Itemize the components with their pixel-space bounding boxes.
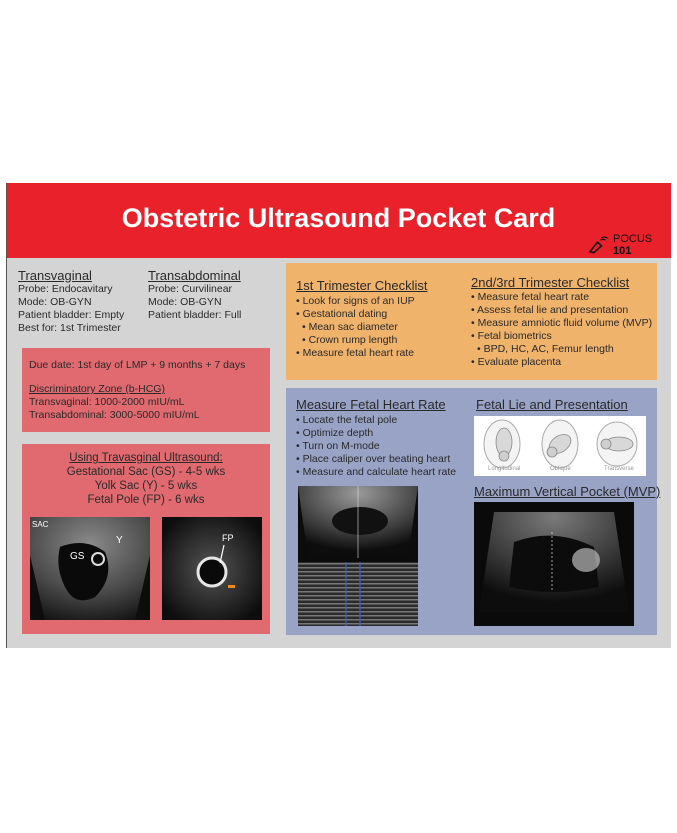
tvus-line-1: Gestational Sac (GS) - 4-5 wks: [66, 466, 226, 478]
lie-caption-transverse: Transverse: [604, 466, 634, 472]
transabdominal-heading: Transabdominal: [148, 268, 241, 283]
first-tri-line-4: • Crown rump length: [302, 334, 398, 346]
probe-icon: [588, 236, 611, 254]
fetal-pole-image: [162, 517, 262, 620]
m-mode-image: [298, 486, 418, 626]
gestational-sac-image: [30, 517, 150, 620]
fetal-heart-box: [286, 388, 661, 635]
pocus-logo: [588, 235, 671, 255]
fp-label: FP: [222, 533, 234, 543]
page-title: Obstetric Ultrasound Pocket Card: [121, 203, 556, 233]
transabdominal-line-3: Patient bladder: Full: [148, 309, 242, 321]
dz-heading: Discriminatory Zone (b-HCG): [29, 383, 165, 395]
sac-label: SAC: [32, 520, 49, 529]
y-label: Y: [116, 535, 123, 546]
mvp-image: [474, 502, 634, 626]
transvaginal-line-1: Probe: Endocavitary: [18, 283, 113, 295]
card-header: [6, 183, 671, 258]
pocket-card: [6, 183, 671, 648]
second-tri-line-1: • Measure fetal heart rate: [471, 291, 590, 303]
checklist-box: [286, 263, 657, 380]
second-trimester-heading: 2nd/3rd Trimester Checklist: [471, 275, 630, 290]
tvus-line-2: Yolk Sac (Y) - 5 wks: [94, 480, 198, 492]
second-tri-line-6: • Evaluate placenta: [471, 356, 562, 368]
fhr-heading: Measure Fetal Heart Rate: [296, 397, 446, 412]
first-trimester-heading: 1st Trimester Checklist: [296, 278, 428, 293]
tvus-box: [22, 444, 270, 634]
fetal-lie-diagram: [474, 416, 646, 476]
tvus-line-3: Fetal Pole (FP) - 6 wks: [87, 494, 205, 506]
lie-caption-oblique: Oblique: [550, 466, 571, 472]
transabdominal-line-1: Probe: Curvilinear: [148, 283, 233, 295]
transvaginal-heading: Transvaginal: [18, 268, 92, 283]
mvp-heading: Maximum Vertical Pocket (MVP): [474, 484, 661, 499]
second-tri-line-4: • Fetal biometrics: [471, 330, 552, 342]
dz-line-2: Transabdominal: 3000-5000 mIU/mL: [29, 409, 200, 421]
fhr-line-3: • Turn on M-mode: [296, 440, 380, 452]
fhr-line-2: • Optimize depth: [296, 427, 374, 439]
transvaginal-line-3: Patient bladder: Empty: [18, 309, 125, 321]
second-tri-line-3: • Measure amniotic fluid volume (MVP): [471, 317, 653, 329]
card-left-edge: [6, 183, 7, 648]
fetal-lie-heading: Fetal Lie and Presentation: [476, 397, 628, 412]
fhr-line-4: • Place caliper over beating heart: [296, 453, 451, 465]
first-tri-line-3: • Mean sac diameter: [302, 321, 398, 333]
fhr-line-1: • Locate the fetal pole: [296, 414, 398, 426]
first-tri-line-2: • Gestational dating: [296, 308, 388, 320]
dz-line-1: Transvaginal: 1000-2000 mIU/mL: [29, 396, 185, 408]
second-tri-line-5: • BPD, HC, AC, Femur length: [477, 343, 614, 355]
second-tri-line-2: • Assess fetal lie and presentation: [471, 304, 629, 316]
tvus-heading: Using Travasginal Ultrasound:: [69, 452, 223, 464]
first-tri-line-1: • Look for signs of an IUP: [296, 295, 415, 307]
transabdominal-line-2: Mode: OB-GYN: [148, 296, 222, 308]
due-date-text: Due date: 1st day of LMP + 9 months + 7 days: [29, 359, 246, 371]
first-tri-line-5: • Measure fetal heart rate: [296, 347, 415, 359]
fhr-line-5: • Measure and calculate heart rate: [296, 466, 457, 478]
logo-text: POCUS 101: [613, 233, 653, 257]
due-date-box: [22, 348, 270, 432]
transvaginal-line-2: Mode: OB-GYN: [18, 296, 92, 308]
gs-label: GS: [70, 551, 85, 562]
lie-caption-longitudinal: Longitudinal: [488, 466, 521, 472]
transvaginal-line-4: Best for: 1st Trimester: [18, 322, 121, 334]
